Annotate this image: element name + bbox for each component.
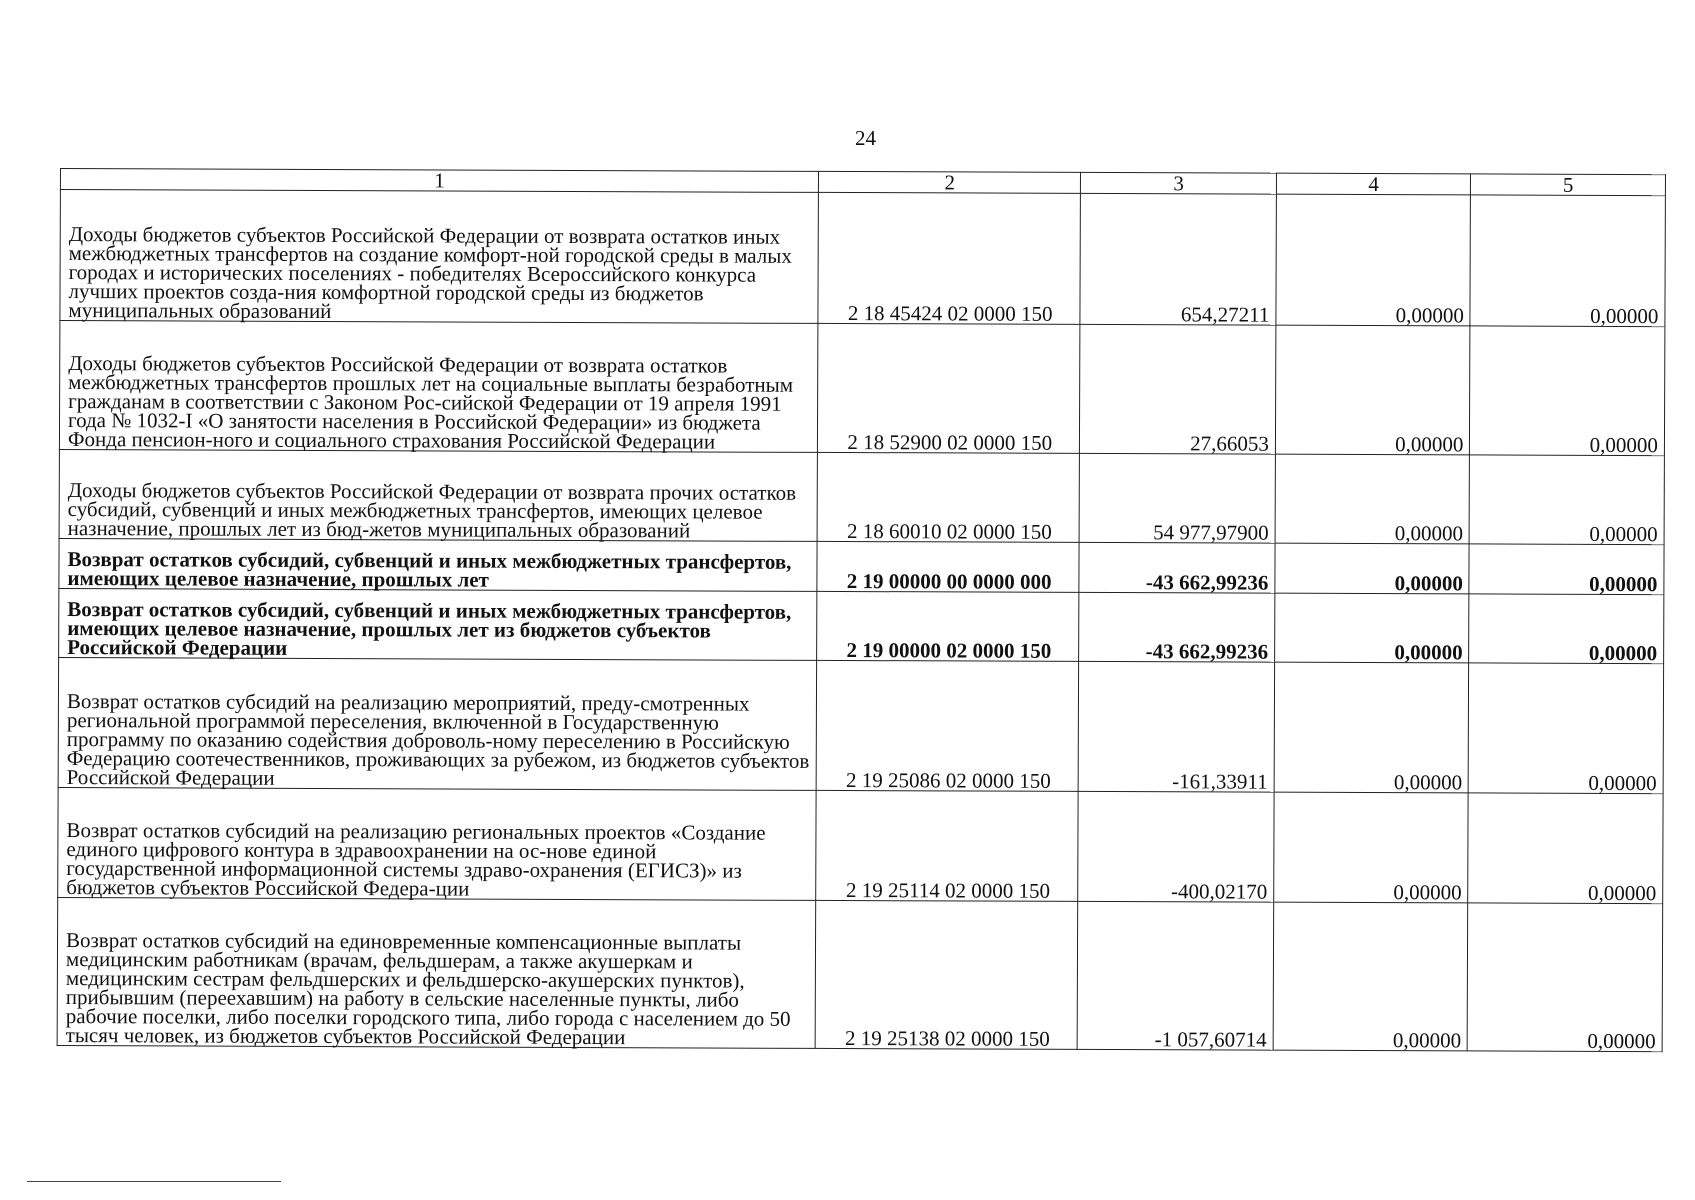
page-number: 24 — [855, 126, 876, 150]
row-amount-col4: 0,00000 — [1273, 902, 1468, 1051]
row-description: Доходы бюджетов субъектов Российской Федерации от возврата остатков межбюджетных трансфертов прошлых лет на социальные выплаты безработным гражданам в соответствии с Законом Рос-сийской Федерации от 19 апреля 1991 года № 1032-I «О занятости населения в Российской Федерации» из бюджета Фонда пенсион-ного и социального страхования Российской Федерации — [59, 321, 818, 453]
row-description: Возврат остатков субсидий, субвенций и иных межбюджетных трансфертов, имеющих целевое назначение, прошлых лет — [59, 538, 817, 591]
row-budget-code: 2 19 00000 02 0000 150 — [817, 591, 1080, 661]
row-description: Доходы бюджетов субъектов Российской Федерации от возврата остатков иных межбюджетных трансфертов на создание комфорт-ной городской среды в малых городах и исторических поселениях - победителях Всероссийского конкурса лучших проектов созда-ния комфортной городской среды из бюджетов муниципальных образований — [60, 190, 819, 324]
row-amount-col3: 27,66053 — [1080, 324, 1276, 454]
revenue-table — [57, 168, 1666, 1052]
row-amount-col5: 0,00000 — [1469, 594, 1664, 664]
row-budget-code: 2 18 45424 02 0000 150 — [818, 192, 1081, 324]
table-row — [60, 190, 1665, 327]
row-description: Возврат остатков субсидий, субвенций и иных межбюджетных трансфертов, имеющих целевое назначение, прошлых лет из бюджетов субъектов Российской Федерации — [59, 588, 817, 660]
row-amount-col5: 0,00000 — [1469, 544, 1664, 595]
row-amount-col4: 0,00000 — [1275, 543, 1470, 594]
row-amount-col5: 0,00000 — [1470, 455, 1665, 545]
row-amount-col3: -161,33911 — [1079, 661, 1275, 792]
header-cell: 1 — [60, 169, 818, 193]
row-budget-code: 2 19 25114 02 0000 150 — [816, 790, 1079, 901]
row-description: Возврат остатков субсидий на единовременные компенсационные выплаты медицинским работникам (врачам, фельдшерам, а также акушеркам и медицинским сестрам фельдшерских и фельдшерско-акушерских пунктов), прибывшим (переехавшим) на работу в сельские населенные пункты, либо рабочие поселки, либо поселки городского типа, либо города с населением до 50 тысяч человек, из бюджетов субъектов Российской Федерации — [57, 897, 816, 1048]
row-budget-code: 2 19 25138 02 0000 150 — [815, 900, 1078, 1049]
row-amount-col5: 0,00000 — [1470, 195, 1665, 327]
header-cell: 3 — [1081, 172, 1277, 194]
table-row — [58, 787, 1663, 903]
row-description: Возврат остатков субсидий на реализацию региональных проектов «Создание единого цифрового контура в здравоохранении на ос-нове единой государственной информационной системы здраво-охранения (ЕГИСЗ)» из бюджетов субъектов Российской Федера-ции — [58, 787, 816, 900]
row-amount-col5: 0,00000 — [1468, 793, 1663, 904]
row-amount-col4: 0,00000 — [1275, 325, 1470, 455]
row-budget-code: 2 18 60010 02 0000 150 — [817, 452, 1080, 542]
footnote-separator — [27, 1181, 281, 1182]
header-cell: 4 — [1276, 173, 1471, 195]
table-row — [59, 449, 1664, 544]
row-amount-col4: 0,00000 — [1274, 792, 1469, 903]
table-row — [58, 657, 1663, 793]
row-budget-code: 2 19 25086 02 0000 150 — [816, 660, 1079, 791]
header-cell: 5 — [1471, 174, 1666, 196]
row-budget-code: 2 19 00000 00 0000 000 — [817, 541, 1080, 592]
row-description: Доходы бюджетов субъектов Российской Федерации от возврата прочих остатков субсидий, субвенций и иных межбюджетных трансфертов, имеющих целевое назначение, прошлых лет из бюд-жетов муниципальных образований — [59, 449, 817, 541]
table-row — [59, 321, 1664, 456]
row-amount-col5: 0,00000 — [1470, 326, 1665, 456]
row-amount-col4: 0,00000 — [1275, 454, 1470, 544]
row-amount-col4: 0,00000 — [1276, 194, 1471, 326]
row-amount-col3: 654,27211 — [1080, 193, 1276, 325]
header-cell: 2 — [818, 171, 1081, 193]
table-row — [57, 897, 1663, 1051]
table-row-total — [59, 538, 1664, 594]
row-amount-col5: 0,00000 — [1468, 903, 1663, 1052]
row-amount-col3: 54 977,97900 — [1080, 453, 1276, 543]
row-amount-col3: -43 662,99236 — [1079, 592, 1275, 662]
row-amount-col4: 0,00000 — [1275, 593, 1470, 663]
row-amount-col3: -43 662,99236 — [1079, 542, 1275, 593]
row-amount-col5: 0,00000 — [1469, 663, 1664, 794]
row-amount-col4: 0,00000 — [1274, 662, 1469, 793]
row-amount-col3: -1 057,60714 — [1078, 901, 1274, 1050]
row-amount-col3: -400,02170 — [1078, 791, 1274, 902]
table-row-subtotal — [59, 588, 1664, 663]
row-budget-code: 2 18 52900 02 0000 150 — [817, 323, 1080, 453]
row-description: Возврат остатков субсидий на реализацию мероприятий, преду-смотренных региональной программой переселения, включенной в Государственную программу по оказанию содействия доброволь-ному переселению в Российскую Федерацию соотечественников, проживающих за рубежом, из бюджетов субъектов Российской Федерации — [58, 657, 817, 790]
